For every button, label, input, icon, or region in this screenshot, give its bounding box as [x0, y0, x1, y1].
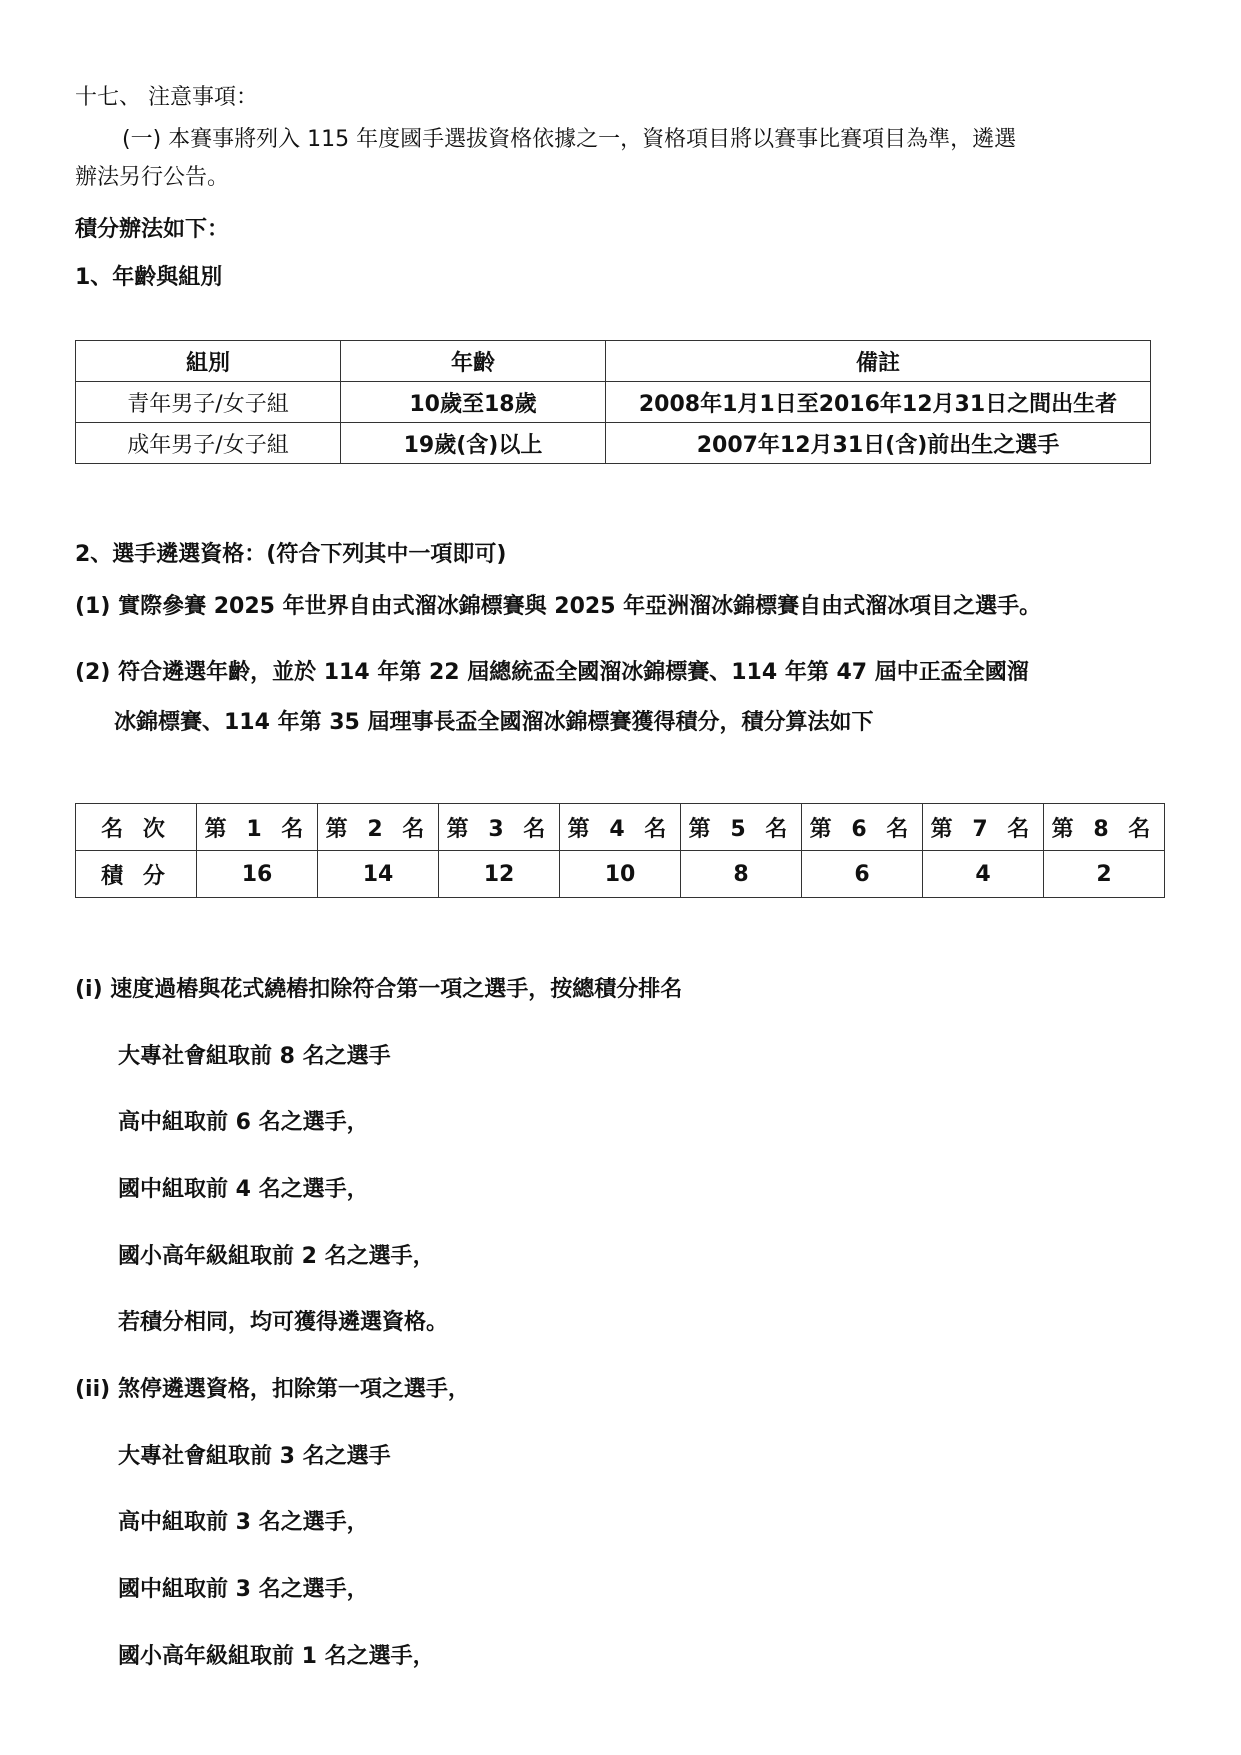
- rule-i-title: (i) 速度過樁與花式繞樁扣除符合第一項之選手，按總積分排名: [75, 977, 683, 1002]
- table-cell: 2008年1月1日至2016年12月31日之間出生者: [606, 382, 1151, 423]
- rank-cell: 第 4 名: [560, 804, 681, 851]
- rule-i-line: 國中組取前 4 名之選手，: [118, 1177, 369, 1202]
- table-header-cell: 年齡: [341, 341, 606, 382]
- points-cell: 8: [681, 851, 802, 898]
- table-row: [76, 851, 1165, 898]
- rule-i-line: 國小高年級組取前 2 名之選手，: [118, 1244, 435, 1269]
- table-header-cell: 組別: [76, 341, 341, 382]
- notice-item-1-line-1: (一) 本賽事將列入 115 年度國手選拔資格依據之一，資格項目將以賽事比賽項目為準，遴選: [122, 127, 1017, 152]
- rule-ii-line: 國中組取前 3 名之選手，: [118, 1577, 369, 1602]
- table-cell: 青年男子/女子組: [76, 382, 341, 423]
- table-row: [76, 804, 1165, 851]
- table-cell: 成年男子/女子組: [76, 423, 341, 464]
- qualification-title: 2、選手遴選資格：(符合下列其中一項即可): [75, 542, 507, 567]
- table-row: [76, 382, 1151, 423]
- rank-cell: 第 6 名: [802, 804, 923, 851]
- section-heading: 十七、 注意事項：: [75, 85, 258, 110]
- rank-cell: 第 3 名: [439, 804, 560, 851]
- scoring-title: 積分辦法如下：: [75, 217, 230, 242]
- points-cell: 12: [439, 851, 560, 898]
- table-cell: 10歲至18歲: [341, 382, 606, 423]
- rule-ii-line: 高中組取前 3 名之選手，: [118, 1510, 369, 1535]
- rule-i-line: 若積分相同，均可獲得遴選資格。: [118, 1310, 449, 1335]
- rule-i-line: 高中組取前 6 名之選手，: [118, 1110, 369, 1135]
- points-cell: 6: [802, 851, 923, 898]
- rank-cell: 第 5 名: [681, 804, 802, 851]
- rule-ii-line: 國小高年級組取前 1 名之選手，: [118, 1644, 435, 1669]
- table-cell: 19歲(含)以上: [341, 423, 606, 464]
- points-cell: 16: [197, 851, 318, 898]
- qualification-item-2-line-1: (2) 符合遴選年齡，並於 114 年第 22 屆總統盃全國溜冰錦標賽、114 年第 47 屆中正盃全國溜: [75, 660, 1029, 685]
- points-table: [75, 803, 1165, 898]
- rule-i-line: 大專社會組取前 8 名之選手: [118, 1044, 391, 1069]
- points-cell: 2: [1044, 851, 1165, 898]
- rank-cell: 第 1 名: [197, 804, 318, 851]
- rank-cell: 第 8 名: [1044, 804, 1165, 851]
- points-cell: 14: [318, 851, 439, 898]
- rank-cell: 第 7 名: [923, 804, 1044, 851]
- table-header-cell: 備註: [606, 341, 1151, 382]
- table-row: [76, 423, 1151, 464]
- points-cell: 4: [923, 851, 1044, 898]
- rule-ii-line: 大專社會組取前 3 名之選手: [118, 1444, 391, 1469]
- age-group-table: [75, 340, 1151, 464]
- table-header-row: [76, 341, 1151, 382]
- qualification-item-2-line-2: 冰錦標賽、114 年第 35 屆理事長盃全國溜冰錦標賽獲得積分，積分算法如下: [114, 710, 874, 735]
- rank-label-cell: 名 次: [76, 804, 197, 851]
- rule-ii-title: (ii) 煞停遴選資格，扣除第一項之選手，: [75, 1377, 470, 1402]
- age-group-title: 1、年齡與組別: [75, 265, 223, 290]
- rank-cell: 第 2 名: [318, 804, 439, 851]
- notice-item-1-line-2: 辦法另行公告。: [75, 165, 230, 190]
- points-label-cell: 積 分: [76, 851, 197, 898]
- points-cell: 10: [560, 851, 681, 898]
- qualification-item-1: (1) 實際參賽 2025 年世界自由式溜冰錦標賽與 2025 年亞洲溜冰錦標賽自由式溜冰項目之選手。: [75, 594, 1042, 619]
- table-cell: 2007年12月31日(含)前出生之選手: [606, 423, 1151, 464]
